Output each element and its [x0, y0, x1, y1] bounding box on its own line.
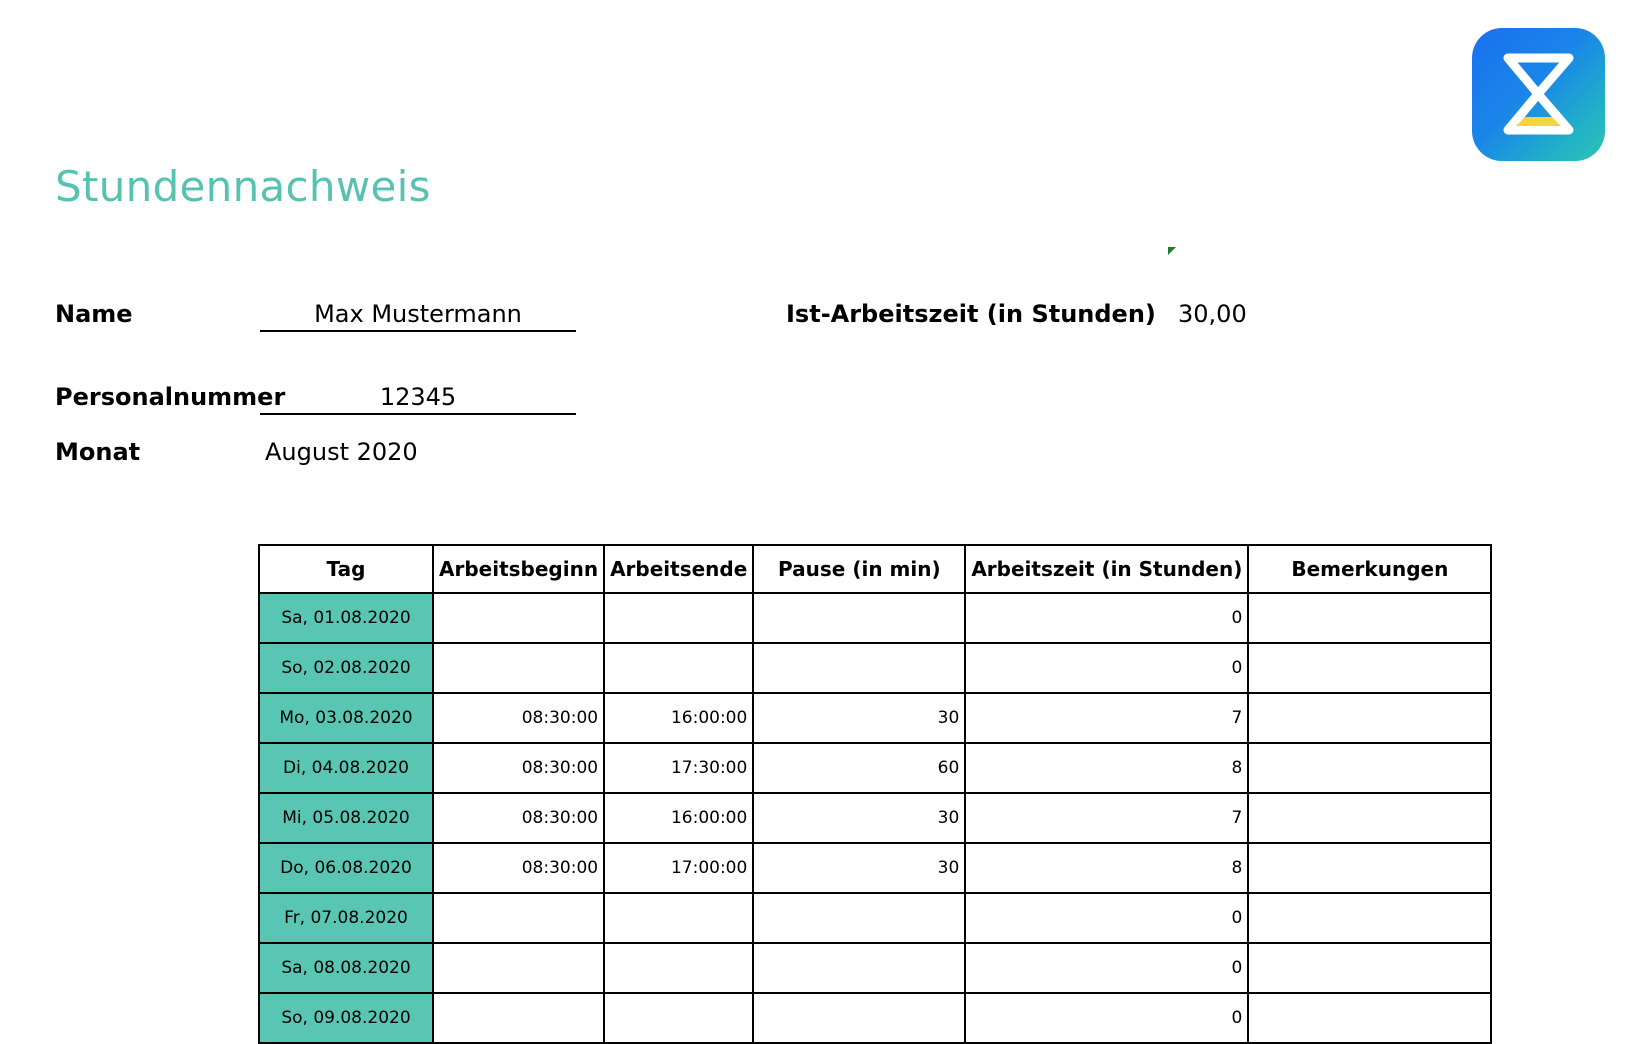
- end-cell[interactable]: [604, 893, 753, 943]
- column-header-arbeitsende[interactable]: Arbeitsende: [604, 545, 753, 593]
- personalnummer-field[interactable]: 12345: [260, 383, 576, 415]
- comment-indicator[interactable]: [1168, 247, 1176, 255]
- day-cell[interactable]: So, 09.08.2020: [259, 993, 433, 1043]
- table-row: [259, 843, 1491, 893]
- day-cell[interactable]: So, 02.08.2020: [259, 643, 433, 693]
- pause-cell[interactable]: 30: [753, 793, 965, 843]
- day-cell[interactable]: Mo, 03.08.2020: [259, 693, 433, 743]
- end-cell[interactable]: 17:30:00: [604, 743, 753, 793]
- column-header-pause[interactable]: Pause (in min): [753, 545, 965, 593]
- table-row: [259, 993, 1491, 1043]
- pause-cell[interactable]: [753, 943, 965, 993]
- column-header-bemerkungen[interactable]: Bemerkungen: [1248, 545, 1491, 593]
- start-cell[interactable]: 08:30:00: [433, 743, 604, 793]
- table-row: [259, 593, 1491, 643]
- end-cell[interactable]: 16:00:00: [604, 793, 753, 843]
- pause-cell[interactable]: [753, 593, 965, 643]
- hours-cell[interactable]: 0: [965, 993, 1248, 1043]
- day-cell[interactable]: Sa, 01.08.2020: [259, 593, 433, 643]
- hours-cell[interactable]: 0: [965, 893, 1248, 943]
- end-cell[interactable]: 17:00:00: [604, 843, 753, 893]
- notes-cell[interactable]: [1248, 643, 1491, 693]
- hours-cell[interactable]: 8: [965, 843, 1248, 893]
- notes-cell[interactable]: [1248, 843, 1491, 893]
- ist-arbeitszeit-label: Ist-Arbeitszeit (in Stunden): [786, 300, 1156, 328]
- app-logo: [1472, 28, 1605, 161]
- end-cell[interactable]: 16:00:00: [604, 693, 753, 743]
- table-row: [259, 943, 1491, 993]
- start-cell[interactable]: 08:30:00: [433, 693, 604, 743]
- hours-cell[interactable]: 0: [965, 643, 1248, 693]
- ist-arbeitszeit-value[interactable]: 30,00: [1178, 300, 1247, 328]
- notes-cell[interactable]: [1248, 893, 1491, 943]
- name-label: Name: [55, 300, 133, 328]
- end-cell[interactable]: [604, 643, 753, 693]
- notes-cell[interactable]: [1248, 993, 1491, 1043]
- hours-cell[interactable]: 7: [965, 793, 1248, 843]
- table-row: [259, 643, 1491, 693]
- day-cell[interactable]: Mi, 05.08.2020: [259, 793, 433, 843]
- name-field[interactable]: Max Mustermann: [260, 300, 576, 332]
- end-cell[interactable]: [604, 943, 753, 993]
- personalnummer-label: Personalnummer: [55, 383, 286, 411]
- day-cell[interactable]: Di, 04.08.2020: [259, 743, 433, 793]
- pause-cell[interactable]: [753, 643, 965, 693]
- start-cell[interactable]: [433, 593, 604, 643]
- start-cell[interactable]: [433, 993, 604, 1043]
- table-row: [259, 743, 1491, 793]
- timesheet-table: [258, 544, 1492, 1044]
- hours-cell[interactable]: 7: [965, 693, 1248, 743]
- start-cell[interactable]: [433, 943, 604, 993]
- hours-cell[interactable]: 8: [965, 743, 1248, 793]
- notes-cell[interactable]: [1248, 943, 1491, 993]
- end-cell[interactable]: [604, 593, 753, 643]
- pause-cell[interactable]: 30: [753, 843, 965, 893]
- start-cell[interactable]: [433, 893, 604, 943]
- table-row: [259, 793, 1491, 843]
- column-header-arbeitsbeginn[interactable]: Arbeitsbeginn: [433, 545, 604, 593]
- start-cell[interactable]: 08:30:00: [433, 793, 604, 843]
- monat-label: Monat: [55, 438, 141, 466]
- notes-cell[interactable]: [1248, 743, 1491, 793]
- notes-cell[interactable]: [1248, 793, 1491, 843]
- pause-cell[interactable]: 30: [753, 693, 965, 743]
- notes-cell[interactable]: [1248, 693, 1491, 743]
- hourglass-icon: [1472, 28, 1605, 161]
- page-title: Stundennachweis: [55, 162, 431, 211]
- day-cell[interactable]: Do, 06.08.2020: [259, 843, 433, 893]
- table-row: [259, 893, 1491, 943]
- column-header-tag[interactable]: Tag: [259, 545, 433, 593]
- monat-value[interactable]: August 2020: [265, 438, 418, 466]
- start-cell[interactable]: 08:30:00: [433, 843, 604, 893]
- start-cell[interactable]: [433, 643, 604, 693]
- pause-cell[interactable]: [753, 893, 965, 943]
- day-cell[interactable]: Fr, 07.08.2020: [259, 893, 433, 943]
- column-header-arbeitszeit[interactable]: Arbeitszeit (in Stunden): [965, 545, 1248, 593]
- notes-cell[interactable]: [1248, 593, 1491, 643]
- pause-cell[interactable]: [753, 993, 965, 1043]
- end-cell[interactable]: [604, 993, 753, 1043]
- hours-cell[interactable]: 0: [965, 593, 1248, 643]
- hours-cell[interactable]: 0: [965, 943, 1248, 993]
- header-row: [259, 545, 1491, 593]
- pause-cell[interactable]: 60: [753, 743, 965, 793]
- day-cell[interactable]: Sa, 08.08.2020: [259, 943, 433, 993]
- table-row: [259, 693, 1491, 743]
